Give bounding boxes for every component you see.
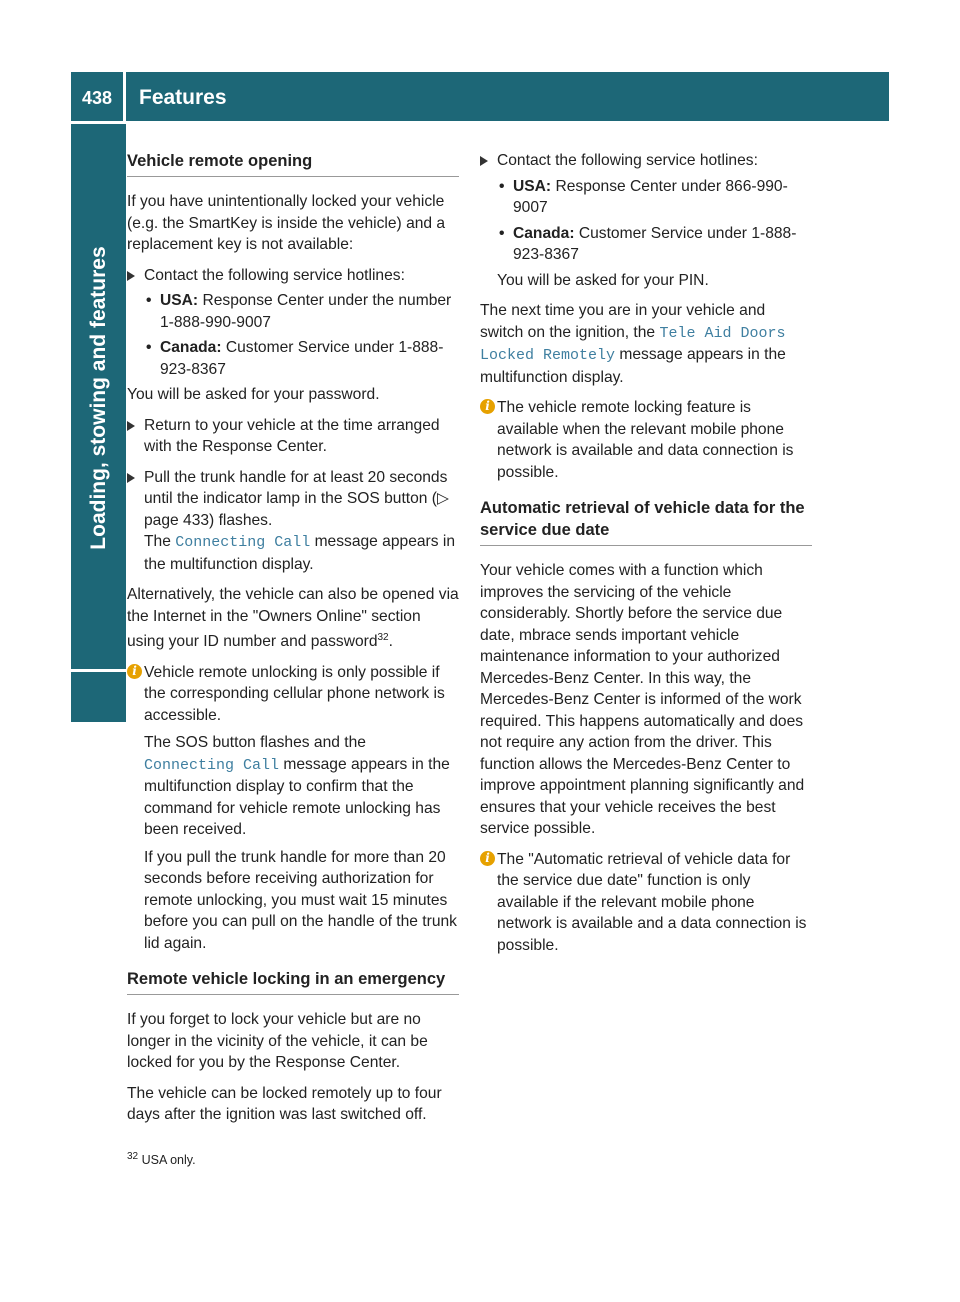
chapter-title: Features <box>139 85 227 109</box>
next-time-paragraph: The next time you are in your vehicle and switch on the ignition, the Tele Aid Doors Locked Remotely message appears in the multifunction display. <box>480 302 786 386</box>
step-arrow-icon <box>480 156 488 166</box>
side-tab-square <box>71 669 126 722</box>
left-column <box>127 150 459 1171</box>
section-title-remote-locking: Remote vehicle locking in an emergency <box>127 968 459 995</box>
page-header <box>71 72 889 121</box>
info-note-unlocking: i Vehicle remote unlocking is only possible if the corresponding cellular phone network is accessible. The SOS button flashes and the Connecting Call message appears in the multifunction display to confirm that the command for vehicle remote unlocking has been received. If you pull the trunk handle for more than 20 seconds before receiving authorization for remote unlocking, you must wait 15 minutes before you can pull on the handle of the trunk lid again. <box>127 662 459 955</box>
side-tab-label: Loading, stowing and features <box>86 246 110 550</box>
display-message: Tele Aid Doors Locked Remotely <box>480 324 786 364</box>
bullet-usa: • USA: Response Center under the number 1-888-990-9007 <box>146 292 452 331</box>
intro-paragraph: If you have unintentionally locked your vehicle (e.g. the SmartKey is inside the vehicle) and a replacement key is not available: <box>127 193 446 253</box>
step-arrow-icon <box>127 271 135 281</box>
footnote-ref: 32 <box>377 632 389 643</box>
alternative-paragraph: Alternatively, the vehicle can also be opened via the Internet in the "Owners Online" section using your ID number and password$^{32}$. <box>127 586 459 651</box>
step-contact-hotlines-locking: Contact the following service hotlines: • USA: Response Center under 866-990-9007 • Canada: Customer Service under 1-888-923-8367 You will be asked for your PIN. <box>480 150 812 291</box>
locking-paragraph-1: If you forget to lock your vehicle but are no longer in the vicinity of the vehicle, it can be locked for you by the Response Center. <box>127 1011 428 1072</box>
info-note-locking: i The vehicle remote locking feature is available when the relevant mobile phone network is available and data connection is possible. <box>480 397 812 483</box>
side-tab <box>71 121 126 669</box>
bullet-usa: • USA: Response Center under 866-990-9007 <box>499 177 788 216</box>
info-icon: i <box>127 664 142 679</box>
auto-retrieval-paragraph: Your vehicle comes with a function which improves the servicing of the vehicle considerably. Shortly before the service due date, mbrace sends important vehicle maintenance information to your authorized Mercedes-Benz Center. In this way, the Mercedes-Benz Center is informed of the work required. This happens automatically and does not require any action from the driver. This function allows the Mercedes-Benz Center to improve appointment planning significantly and ensures that your vehicle receives the best service possible. <box>480 562 805 837</box>
bullet-canada: • Canada: Customer Service under 1-888-923-8367 <box>146 339 444 378</box>
info-note-auto-retrieval: i The "Automatic retrieval of vehicle data for the service due date" function is only available if the relevant mobile phone network is available and a data connection is possible. <box>480 849 812 957</box>
footnote: $^{32}$ USA only. <box>127 1150 196 1167</box>
ask-password: You will be asked for your password. <box>127 386 380 403</box>
step-arrow-icon <box>127 421 135 431</box>
section-title-remote-opening: Vehicle remote opening <box>127 150 459 177</box>
display-message: Connecting Call <box>144 756 280 774</box>
locking-paragraph-2: The vehicle can be locked remotely up to four days after the ignition was last switched off. <box>127 1084 442 1124</box>
step-pull-handle: Pull the trunk handle for at least 20 seconds until the indicator lamp in the SOS button (▷ page 433) flashes. The Connecting Call message appears in the multifunction display. <box>127 467 459 576</box>
ask-pin: You will be asked for your PIN. <box>497 271 709 289</box>
step-arrow-icon <box>127 473 135 483</box>
step-contact-hotlines: Contact the following service hotlines: • USA: Response Center under the number 1-888-990-9007 • Canada: Customer Service under 1-888-923-8367 You will be asked for your password. <box>127 265 459 406</box>
page-number: 438 <box>71 72 126 121</box>
page-ref-icon: ▷ <box>436 490 449 507</box>
info-icon: i <box>480 399 495 414</box>
bullet-canada: • Canada: Customer Service under 1-888-923-8367 <box>499 224 797 263</box>
step-return: Return to your vehicle at the time arranged with the Response Center. <box>127 415 459 458</box>
display-message: Connecting Call <box>175 534 311 551</box>
info-icon: i <box>480 851 495 866</box>
section-title-auto-retrieval: Automatic retrieval of vehicle data for the service due date <box>480 497 812 546</box>
right-column <box>480 150 812 965</box>
